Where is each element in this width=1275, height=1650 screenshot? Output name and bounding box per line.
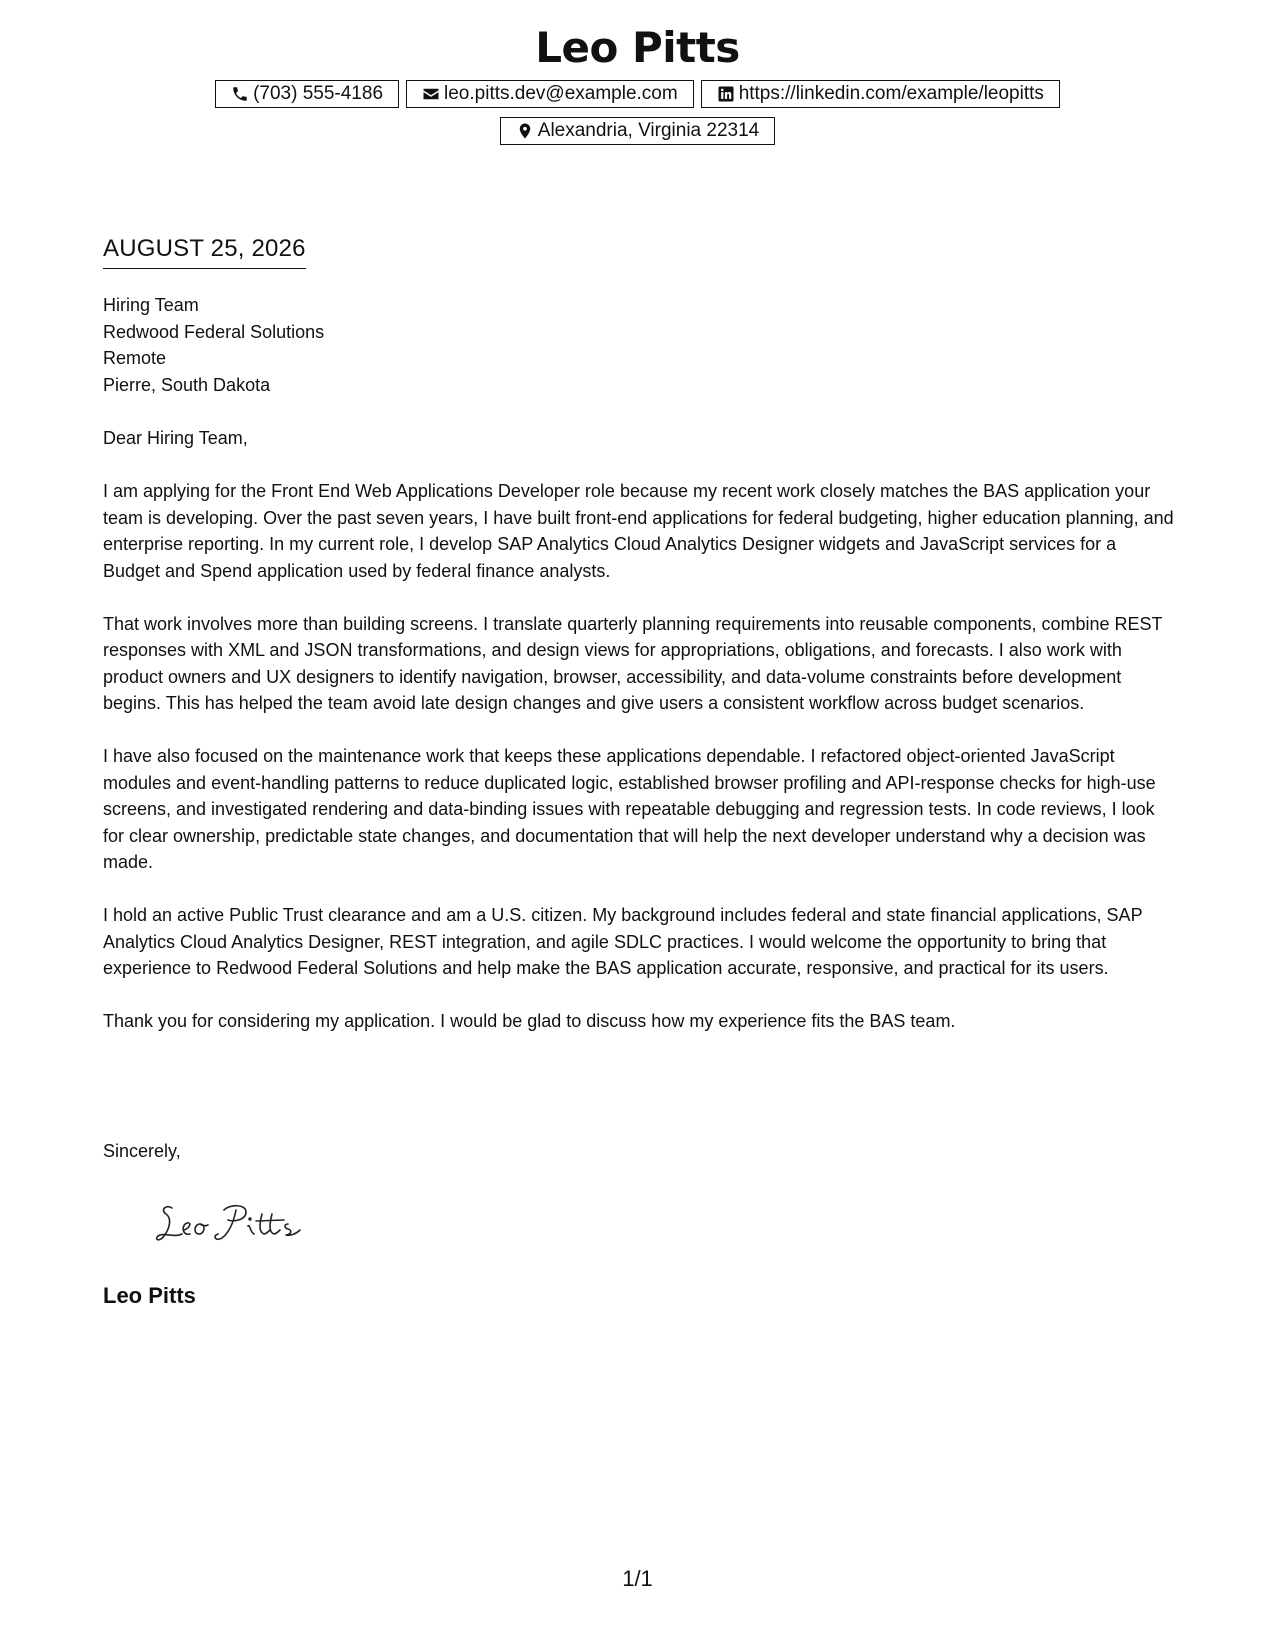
page-indicator: 1/1: [622, 1566, 653, 1591]
envelope-icon: [422, 85, 440, 103]
location-chip[interactable]: [500, 117, 775, 145]
signer-name: Leo Pitts: [103, 1283, 196, 1308]
applicant-name: Leo Pitts: [535, 23, 740, 72]
email-text: leo.pitts.dev@example.com: [444, 83, 678, 104]
phone-chip[interactable]: [215, 80, 399, 108]
recipient-line: Pierre, South Dakota: [103, 374, 271, 395]
salutation: Dear Hiring Team,: [103, 428, 248, 448]
map-marker-icon: [516, 122, 534, 140]
location-text: Alexandria, Virginia 22314: [537, 120, 760, 141]
recipient-line: Remote: [103, 348, 167, 368]
body-paragraph: I have also focused on the maintenance work that keeps these applications dependable. I refactored object-oriented JavaScript modules and event-handling patterns to reduce duplicated logic, established browser profiling and API-response checks for high-use screens, and investigated rendering and data-binding issues with repeatable debugging and regression tests. In code reviews, I look for clear ownership, predictable state changes, and documentation that will help the next developer understand why a decision was made.: [103, 746, 1156, 872]
phone-icon: [231, 85, 249, 103]
body-paragraph: I am applying for the Front End Web Applications Developer role because my recent work closely matches the BAS application your team is developing. Over the past seven years, I have built front-end applications for federal budgeting, higher education planning, and enterprise reporting. In my current role, I develop SAP Analytics Cloud Analytics Designer widgets and JavaScript services for a Budget and Spend application used by federal finance analysts.: [103, 481, 1174, 581]
contact-row: [0, 80, 1275, 108]
email-chip[interactable]: [406, 80, 694, 108]
letter-date: AUGUST 25, 2026: [103, 233, 306, 269]
phone-text: (703) 555-4186: [253, 83, 384, 104]
contact-row-2: [0, 117, 1275, 145]
body-paragraph: That work involves more than building screens. I translate quarterly planning requirements into reusable components, combine REST responses with XML and JSON transformations, and design views for appropriations, obligations, and forecasts. I also work with product owners and UX designers to identify navigation, browser, accessibility, and data-volume constraints before development begins. This has helped the team avoid late design changes and give users a consistent workflow across budget scenarios.: [103, 613, 1163, 713]
handwritten-signature: [150, 1190, 320, 1250]
body-paragraph: I hold an active Public Trust clearance and am a U.S. citizen. My background includes federal and state financial applications, SAP Analytics Cloud Analytics Designer, REST integration, and agile SDLC practices. I would welcome the opportunity to bring that experience to Redwood Federal Solutions and help make the BAS application accurate, responsive, and practical for its users.: [103, 905, 1143, 978]
recipient-line: Redwood Federal Solutions: [103, 321, 325, 342]
letter-body: [103, 478, 1175, 1061]
closing: Sincerely,: [103, 1141, 181, 1161]
recipient-line: Hiring Team: [103, 295, 199, 315]
body-paragraph: Thank you for considering my application. I would be glad to discuss how my experience fits the BAS team.: [103, 1011, 956, 1031]
linkedin-text: https://linkedin.com/example/leopitts: [738, 83, 1044, 104]
linkedin-chip[interactable]: [701, 80, 1060, 108]
recipient-block: [103, 292, 324, 398]
linkedin-icon: [717, 85, 735, 103]
